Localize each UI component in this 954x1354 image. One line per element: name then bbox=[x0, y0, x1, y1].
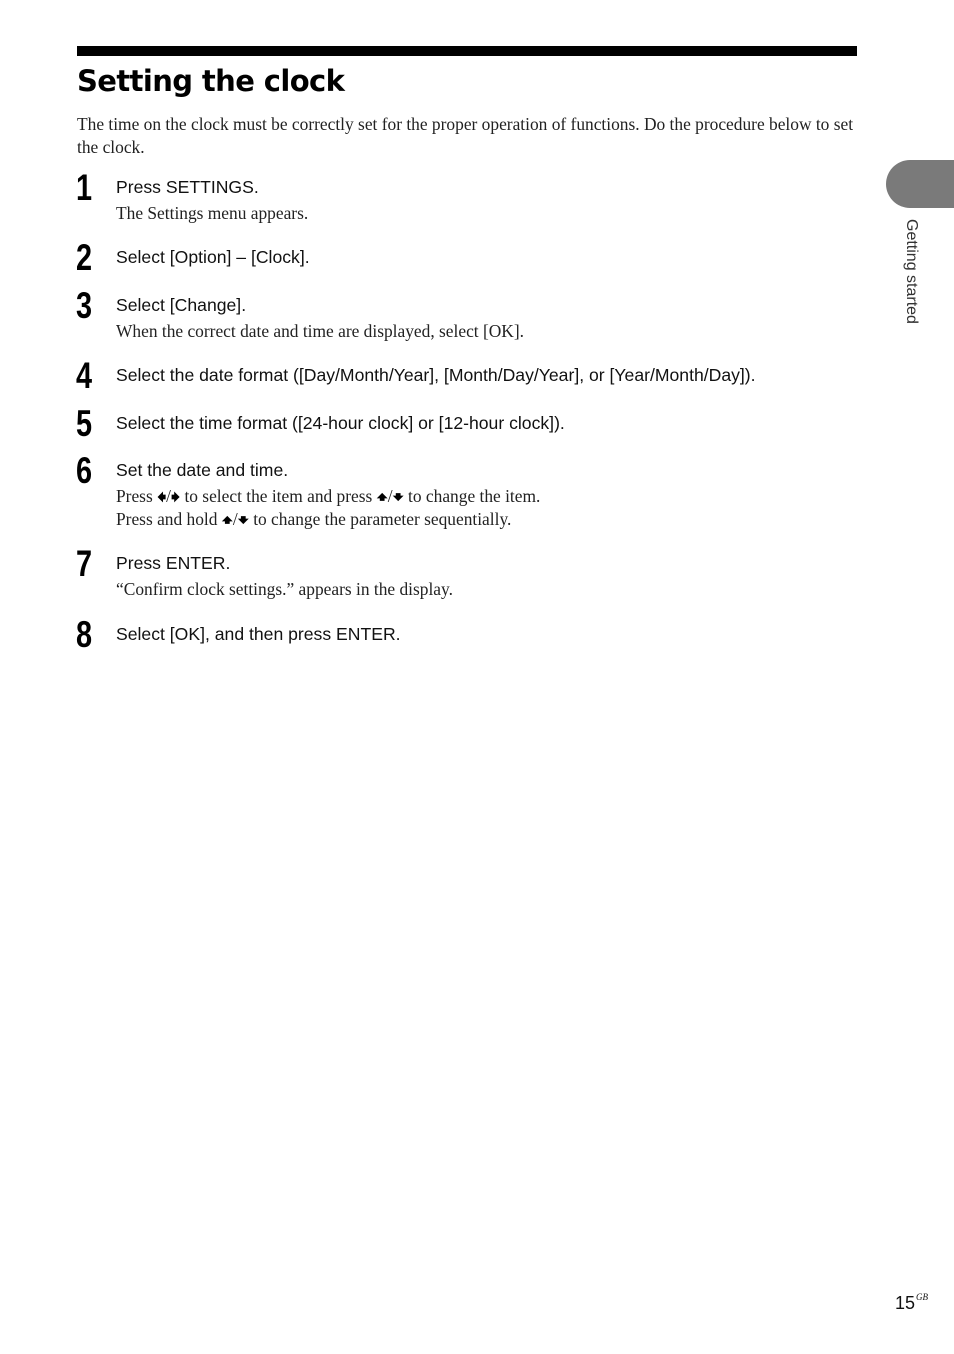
section-tab bbox=[886, 160, 954, 208]
step-instruction: Set the date and time. bbox=[116, 460, 289, 480]
page-title: Setting the clock bbox=[77, 64, 345, 98]
step-note: When the correct date and time are displayed, select [OK]. bbox=[116, 321, 525, 341]
separator: / bbox=[387, 486, 393, 506]
step-instruction: Select the date format ([Day/Month/Year], [Month/Day/Year], or [Year/Month/Day]). bbox=[116, 365, 756, 385]
section-tab-label: Getting started bbox=[903, 219, 920, 324]
step-instruction: Select [Change]. bbox=[116, 295, 247, 315]
step-instruction: Select [OK], and then press ENTER. bbox=[116, 624, 401, 644]
step-number: 8 bbox=[76, 614, 92, 655]
step-number: 6 bbox=[76, 450, 92, 491]
left-arrow-icon: 🠸 bbox=[157, 487, 167, 508]
step-number: 5 bbox=[76, 403, 92, 444]
step-instruction: Select [Option] – [Clock]. bbox=[116, 247, 310, 267]
note-line bbox=[116, 508, 540, 531]
intro-paragraph: The time on the clock must be correctly set for the proper operation of functions. Do the procedure below to set the clock. bbox=[77, 114, 854, 157]
step-number: 3 bbox=[76, 285, 92, 326]
step-instruction: Press ENTER. bbox=[116, 553, 231, 573]
step-number: 2 bbox=[76, 237, 92, 278]
step-instruction: Select the time format ([24-hour clock] or [12-hour clock]). bbox=[116, 413, 565, 433]
note-text: Press bbox=[116, 486, 158, 506]
down-arrow-icon: 🠻 bbox=[392, 487, 404, 508]
title-rule bbox=[77, 46, 857, 56]
page-number-value: 15 bbox=[895, 1293, 916, 1313]
step-note bbox=[116, 485, 540, 531]
page-number bbox=[895, 1286, 928, 1314]
down-arrow-icon: 🠻 bbox=[237, 510, 249, 531]
step-note: The Settings menu appears. bbox=[116, 203, 309, 223]
step-instruction: Press SETTINGS. bbox=[116, 177, 259, 197]
note-line bbox=[116, 485, 540, 508]
step-number: 7 bbox=[76, 543, 92, 584]
up-arrow-icon: 🠹 bbox=[376, 487, 388, 508]
note-text: to change the item. bbox=[408, 486, 541, 506]
step-number: 1 bbox=[76, 167, 92, 208]
separator: / bbox=[166, 486, 171, 506]
separator: / bbox=[232, 509, 238, 529]
note-text: to select the item and press bbox=[184, 486, 377, 506]
note-text: Press and hold bbox=[116, 509, 222, 529]
note-text: to change the parameter sequentially. bbox=[253, 509, 512, 529]
right-arrow-icon: 🠺 bbox=[171, 487, 181, 508]
up-arrow-icon: 🠹 bbox=[221, 510, 233, 531]
step-note: “Confirm clock settings.” appears in the display. bbox=[116, 579, 453, 599]
page-number-suffix: GB bbox=[916, 1292, 929, 1302]
step-number: 4 bbox=[76, 355, 92, 396]
